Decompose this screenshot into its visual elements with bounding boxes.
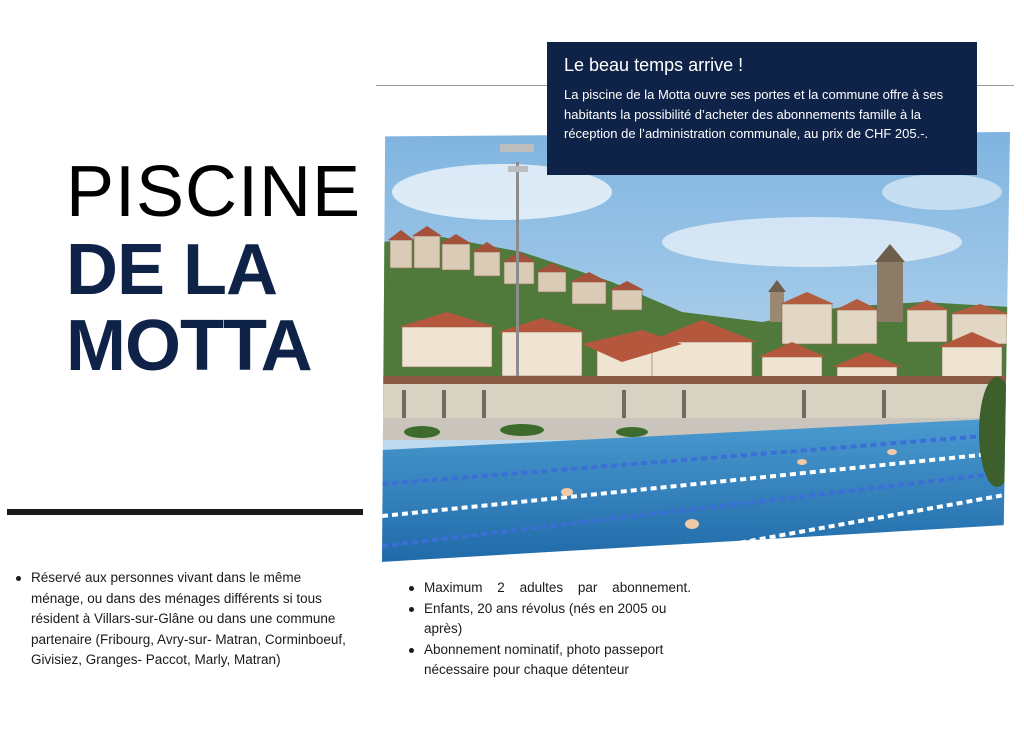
page-title [66, 152, 362, 386]
list-item: Réservé aux personnes vivant dans le même ménage, ou dans des ménages différents si tous résident à Villars-sur-Glâne ou dans une commune partenaire (Fribourg, Avry-sur- Matran, Corminboeuf, Givisiez, Granges- Paccot, Marly, Matran) [16, 568, 354, 671]
conditions-list-left [16, 568, 354, 671]
callout-heading: Le beau temps arrive ! [564, 55, 744, 75]
title-line-2: DE LA [66, 230, 277, 310]
title-line-1: PISCINE [66, 152, 362, 232]
pool-photo [382, 132, 1010, 564]
title-line-3: MOTTA [66, 306, 312, 386]
list-item: Enfants, 20 ans révolus (nés en 2005 ou après) [409, 599, 691, 640]
list-item: Abonnement nominatif, photo passeport nécessaire pour chaque détenteur [409, 640, 691, 681]
list-item: Maximum 2 adultes par abonnement. [409, 578, 691, 599]
callout-box [547, 42, 977, 175]
section-divider [7, 509, 363, 515]
conditions-list-right [409, 578, 691, 681]
callout-body: La piscine de la Motta ouvre ses portes et la commune offre à ses habitants la possibilité d’acheter des abonnements famille à la réception de l’administration communale, au prix de CHF 205.-. [564, 87, 944, 141]
